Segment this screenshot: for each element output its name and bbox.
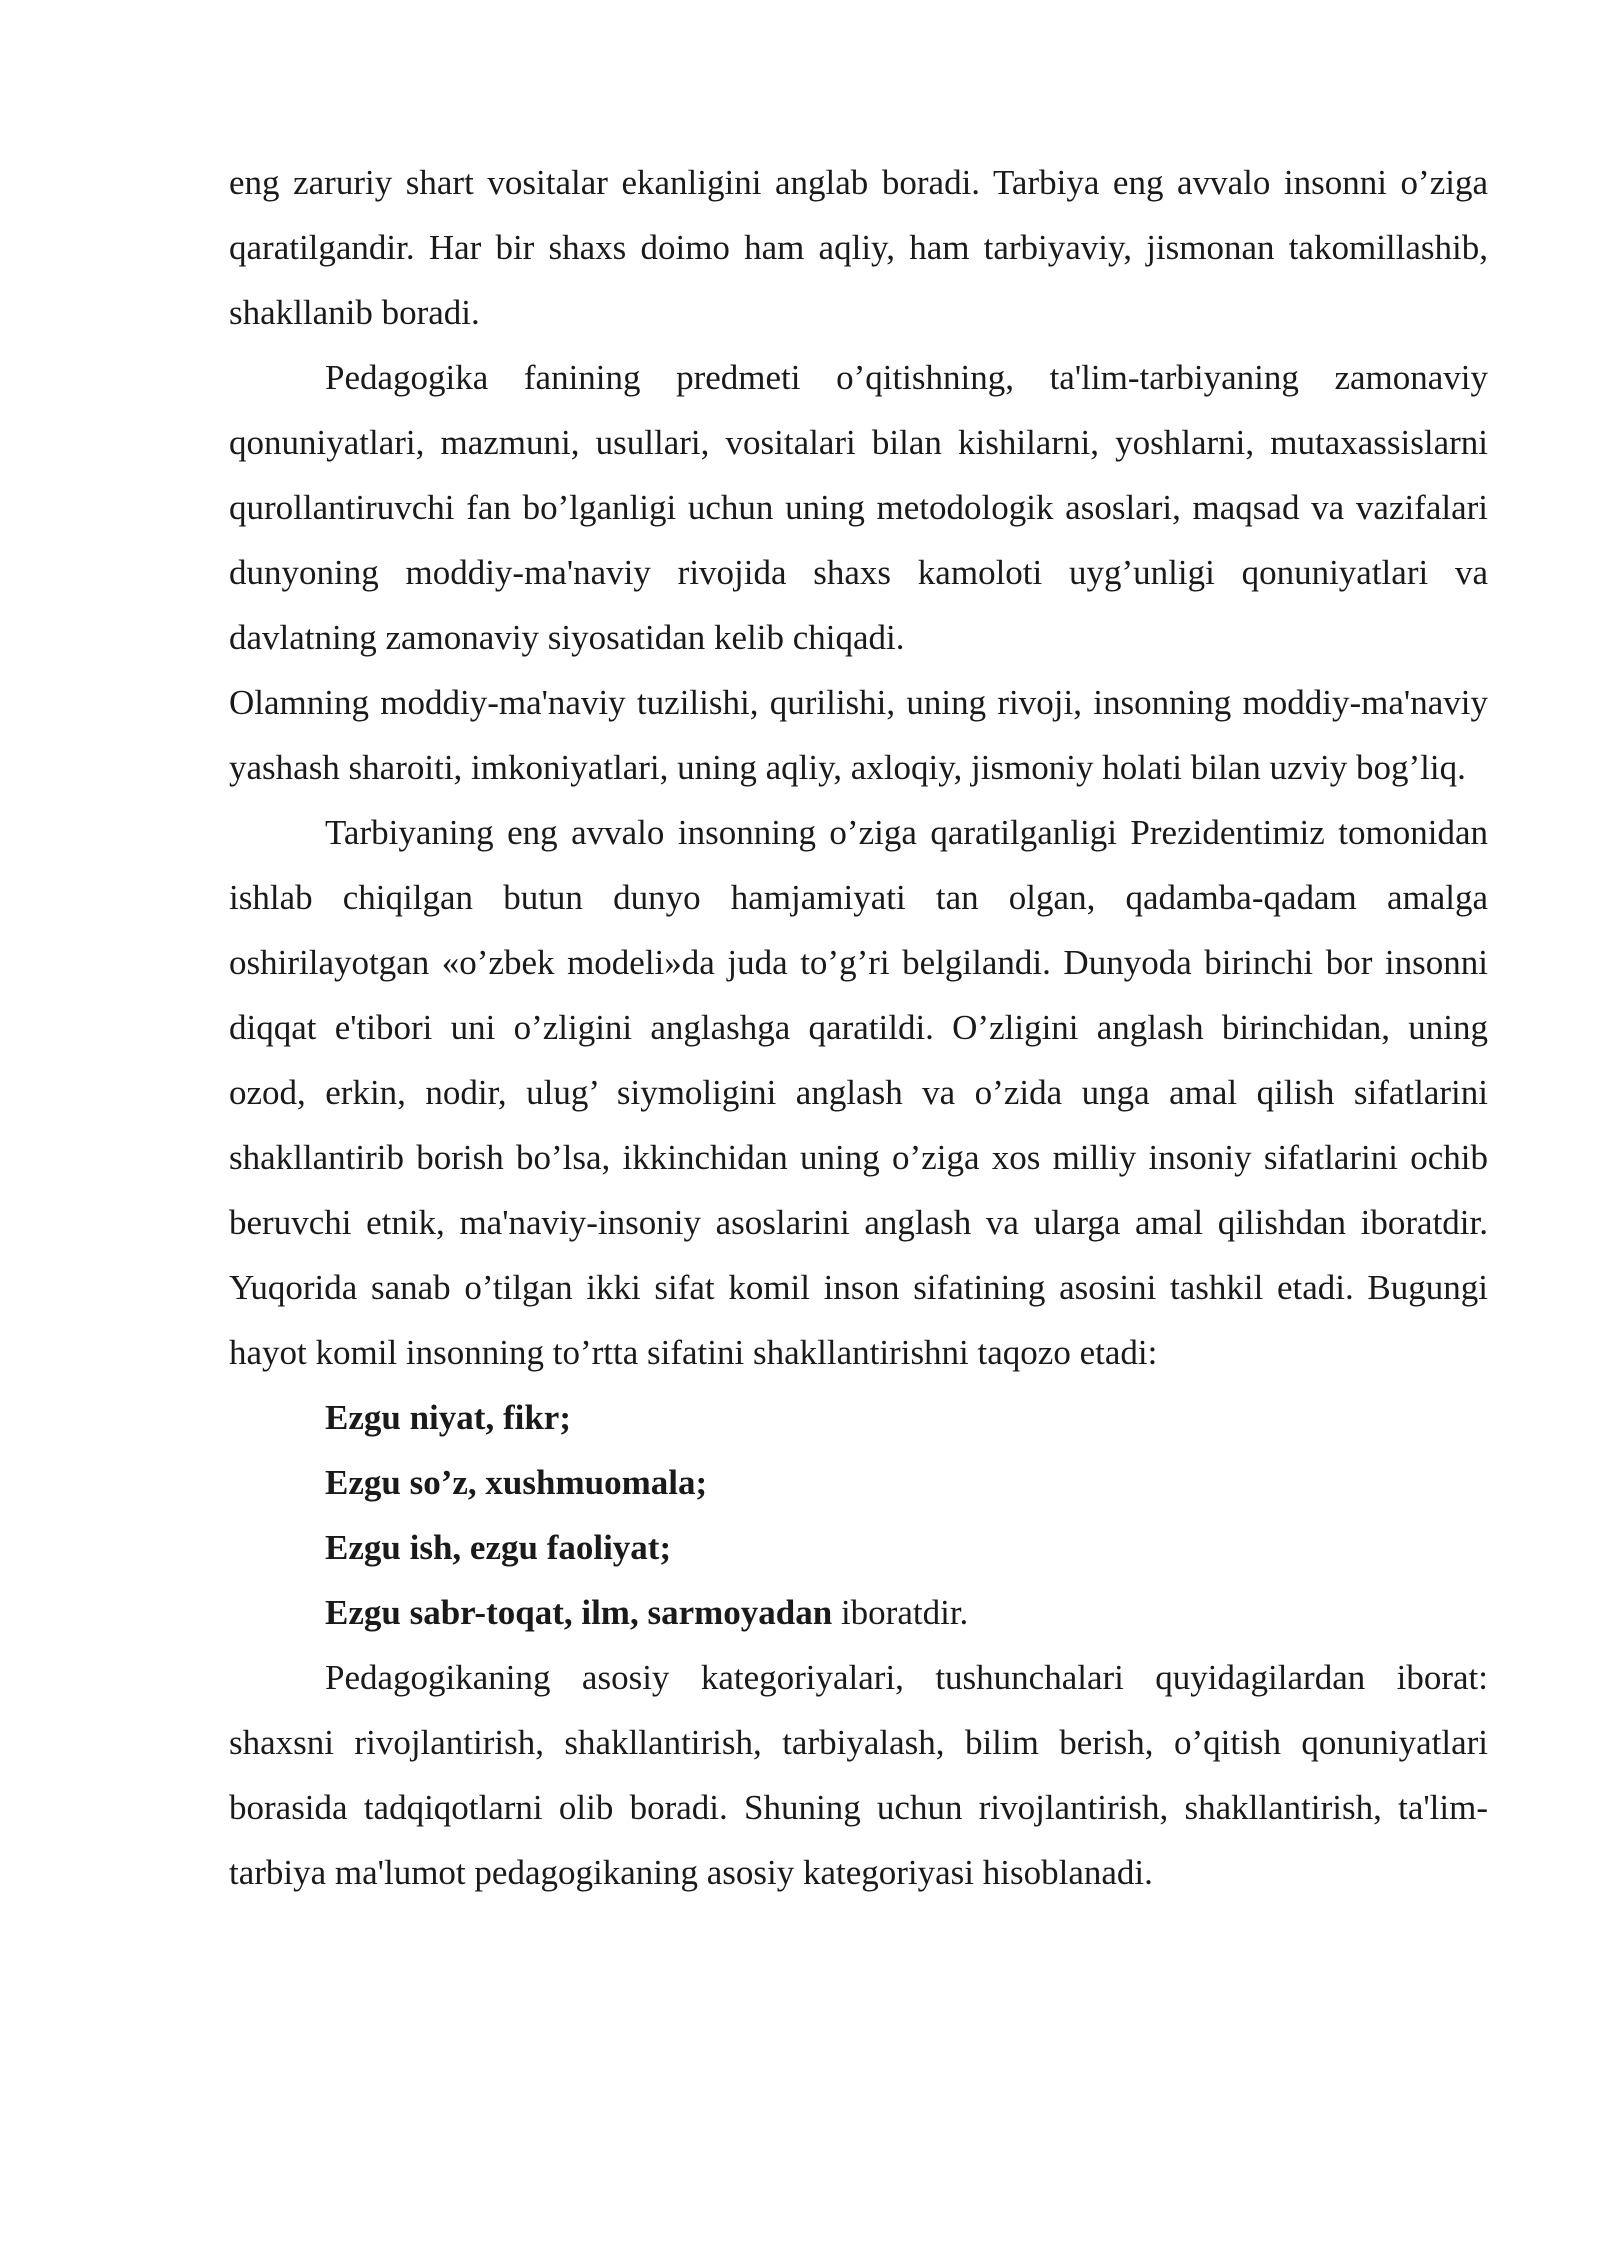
paragraph-upbringing: Tarbiyaning eng avvalo insonning o’ziga qaratilganligi Prezidentimiz tomonidan ishlab chiqilgan butun dunyo hamjamiyati tan olgan, qadamba-qadam amalga oshirilayotgan «o’zbek modeli»da juda to’g’ri belgilandi. Dunyoda birinchi bor insonni diqqat e'tibori uni o’zligini anglashga qaratildi. O’zligini anglash birinchidan, uning ozod, erkin, nodir, ulug’ siymoligini anglash va o’zida unga amal qilish sifatlarini shakllantirib borish bo’lsa, ikkinchidan uning o’ziga xos milliy insoniy sifatlarini ochib beruvchi etnik, ma'naviy-insoniy asoslarini anglash va ularga amal qilishdan iboratdir. Yuqorida sanab o’tilgan ikki sifat komil inson sifatining asosini tashkil etadi. Bugungi hayot komil insonning to’rtta sifatini shakllantirishni taqozo etadi:	[229, 813, 1488, 1372]
quality-item: Ezgu so’z, xushmuomala;	[325, 1463, 708, 1502]
quality-item: Ezgu ish, ezgu faoliyat;	[325, 1528, 672, 1567]
qualities-list	[229, 1385, 1488, 1645]
paragraph-categories: Pedagogikaning asosiy kategoriyalari, tushunchalari quyidagilardan iborat: shaxsni rivojlantirish, shakllantirish, tarbiyalash, bilim berish, o’qitish qonuniyatlari borasida tadqiqotlarni olib boradi. Shuning uchun rivojlantirish, shakllantirish, ta'lim-tarbiya ma'lumot pedagogikaning asosiy kategoriyasi hisoblanadi.	[229, 1658, 1488, 1892]
document-page	[229, 150, 1488, 1905]
paragraph-world-structure: Olamning moddiy-ma'naviy tuzilishi, qurilishi, uning rivoji, insonning moddiy-ma'naviy yashash sharoiti, imkoniyatlari, uning aqliy, axloqiy, jismoniy holati bilan uzviy bog’liq.	[229, 683, 1488, 787]
quality-item-tail-text: iboratdir.	[832, 1593, 969, 1632]
quality-item-last	[229, 1580, 1488, 1645]
paragraph-continuation: eng zaruriy shart vositalar ekanligini anglab boradi. Tarbiya eng avvalo insonni o’ziga qaratilgandir. Har bir shaxs doimo ham aqliy, ham tarbiyaviy, jismonan takomillashib, shakllanib boradi.	[229, 163, 1488, 332]
paragraph-pedagogy-subject: Pedagogika fanining predmeti o’qitishning, ta'lim-tarbiyaning zamonaviy qonuniyatlari, mazmuni, usullari, vositalari bilan kishilarni, yoshlarni, mutaxassislarni qurollantiruvchi fan bo’lganligi uchun uning metodologik asoslari, maqsad va vazifalari dunyoning moddiy-ma'naviy rivojida shaxs kamoloti uyg’unligi qonuniyatlari va davlatning zamonaviy siyosatidan kelib chiqadi.	[229, 358, 1488, 657]
quality-item-bold-text: Ezgu sabr-toqat, ilm, sarmoyadan	[325, 1593, 833, 1632]
quality-item: Ezgu niyat, fikr;	[325, 1398, 571, 1437]
